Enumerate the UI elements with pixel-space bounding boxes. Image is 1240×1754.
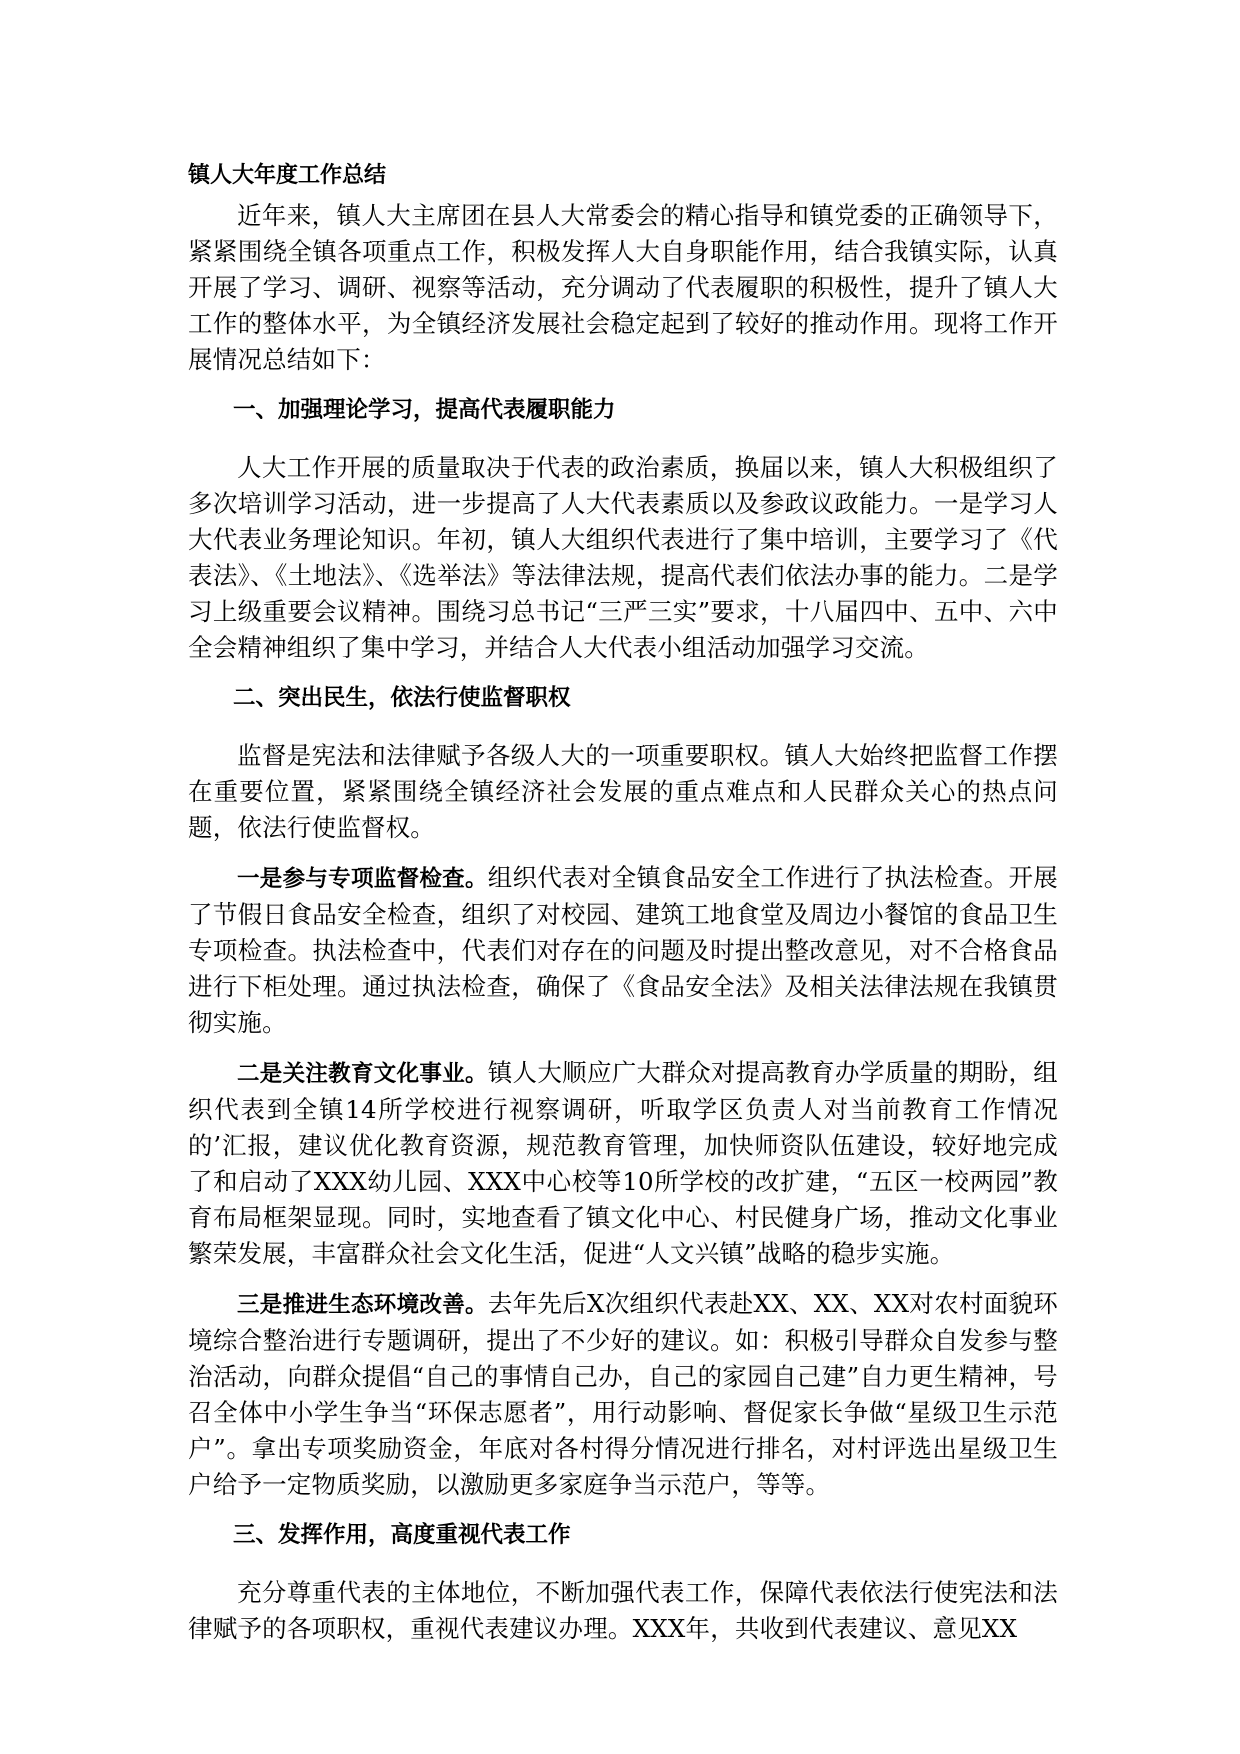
- section-1-heading: 一、加强理论学习，提高代表履职能力: [233, 397, 616, 423]
- section-2-item-3: [188, 1286, 1058, 1503]
- item-2-lead: 二是关注教育文化事业。: [237, 1061, 488, 1087]
- section-3-paragraph: 充分尊重代表的主体地位，不断加强代表工作，保障代表依法行使宪法和法律赋予的各项职权，重视代表建议办理。XXX年，共收到代表建议、意见XX: [188, 1578, 1058, 1643]
- document-title: 镇人大年度工作总结: [188, 163, 387, 188]
- section-3-heading: 三、发挥作用，高度重视代表工作: [233, 1522, 571, 1548]
- section-2-paragraph: 监督是宪法和法律赋予各级人大的一项重要职权。镇人大始终把监督工作摆在重要位置，紧紧围绕全镇经济社会发展的重点难点和人民群众关心的热点问题，依法行使监督权。: [188, 741, 1058, 842]
- item-3-lead: 三是推进生态环境改善。: [237, 1292, 488, 1318]
- item-1-lead: 一是参与专项监督检查。: [237, 866, 488, 892]
- item-3-text: 去年先后X次组织代表赴XX、XX、XX对农村面貌环境综合整治进行专题调研，提出了不少好的建议。如：积极引导群众自发参与整治活动，向群众提倡“自己的事情自己办，自己的家园自己建”自力更生精神，号召全体中小学生争当“环保志愿者”，用行动影响、督促家长争做“星级卫生示范户”。拿出专项奖励资金，年底对各村得分情况进行排名，对村评选出星级卫生户给予一定物质奖励，以激励更多家庭争当示范户，等等。: [188, 1289, 1059, 1499]
- section-2-heading: 二、突出民生，依法行使监督职权: [233, 685, 571, 711]
- item-2-text: 镇人大顺应广大群众对提高教育办学质量的期盼，组织代表到全镇14所学校进行视察调研，听取学区负责人对当前教育工作情况的’汇报，建议优化教育资源，规范教育管理，加快师资队伍建设，较好地完成了和启动了XXX幼儿园、XXX中心校等10所学校的改扩建，“五区一校两园”教育布局框架显现。同时，实地查看了镇文化中心、村民健身广场，推动文化事业繁荣发展，丰富群众社会文化生活，促进“人文兴镇”战略的稳步实施。: [188, 1058, 1058, 1268]
- intro-paragraph: 近年来，镇人大主席团在县人大常委会的精心指导和镇党委的正确领导下，紧紧围绕全镇各项重点工作，积极发挥人大自身职能作用，结合我镇实际，认真开展了学习、调研、视察等活动，充分调动了代表履职的积极性，提升了镇人大工作的整体水平，为全镇经济发展社会稳定起到了较好的推动作用。现将工作开展情况总结如下：: [188, 201, 1058, 374]
- document-page: [188, 158, 1058, 1661]
- section-1-paragraph: 人大工作开展的质量取决于代表的政治素质，换届以来，镇人大积极组织了多次培训学习活动，进一步提高了人大代表素质以及参政议政能力。一是学习人大代表业务理论知识。年初，镇人大组织代表进行了集中培训，主要学习了《代表法》、《土地法》、《选举法》等法律法规，提高代表们依法办事的能力。二是学习上级重要会议精神。围绕习总书记“三严三实”要求，十八届四中、五中、六中全会精神组织了集中学习，并结合人大代表小组活动加强学习交流。: [188, 453, 1058, 662]
- section-2-item-1: [188, 860, 1058, 1041]
- item-1-text: 组织代表对全镇食品安全工作进行了执法检查。开展了节假日食品安全检查，组织了对校园、建筑工地食堂及周边小餐馆的食品卫生专项检查。执法检查中，代表们对存在的问题及时提出整改意见，对不合格食品进行下柜处理。通过执法检查，确保了《食品安全法》及相关法律法规在我镇贯彻实施。: [188, 863, 1058, 1037]
- section-2-item-2: [188, 1055, 1058, 1272]
